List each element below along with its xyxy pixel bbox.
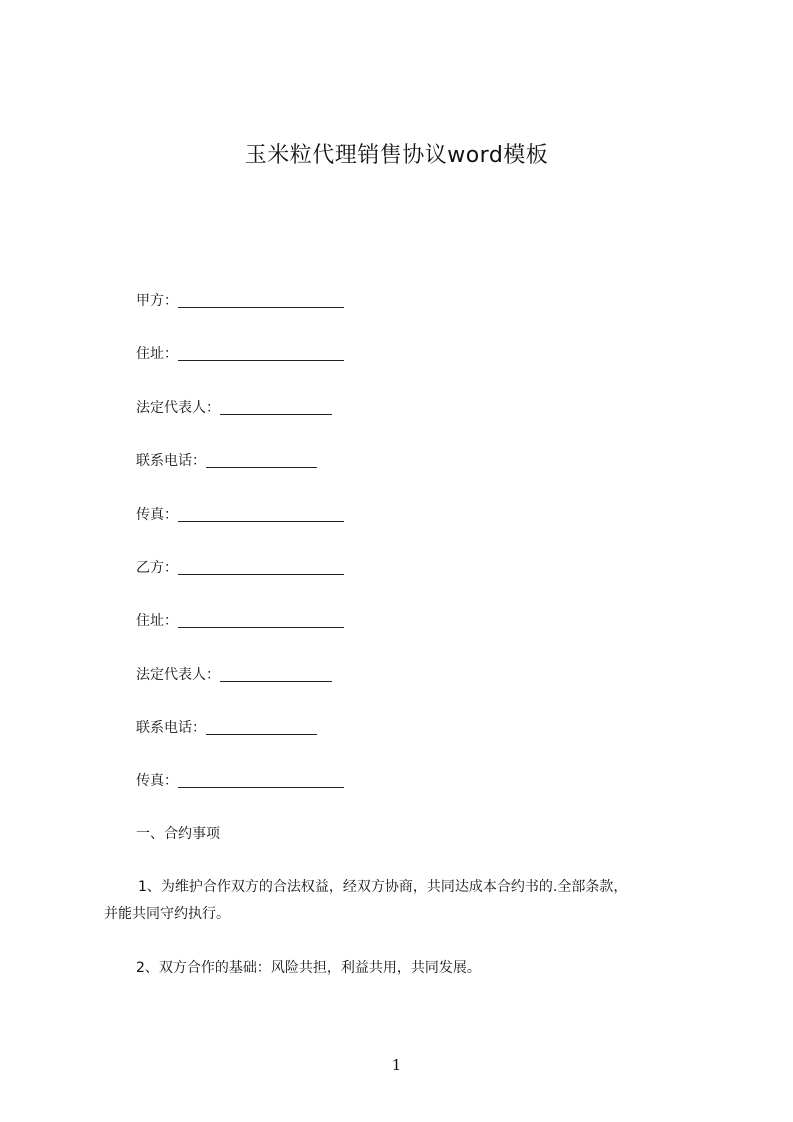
party-a-phone-blank[interactable] <box>206 453 317 468</box>
party-b-fax-blank[interactable] <box>178 773 344 788</box>
party-a-address-field <box>136 344 344 364</box>
party-b-address-field <box>136 611 344 631</box>
party-a-address-label: 住址： <box>136 346 178 362</box>
party-b-phone-label: 联系电话： <box>136 720 206 736</box>
clause-1-line-1: 1、为维护合作双方的合法权益，经双方协商，共同达成本合约书的.全部条款， <box>138 879 628 895</box>
party-a-phone-field <box>136 451 317 471</box>
party-b-address-blank[interactable] <box>178 613 344 628</box>
document-title: 玉米粒代理销售协议word模板 <box>244 143 549 168</box>
party-a-name-label: 甲方： <box>136 293 178 309</box>
party-b-phone-field <box>136 718 317 738</box>
party-a-legal-rep-blank[interactable] <box>220 400 332 415</box>
party-a-fax-blank[interactable] <box>178 507 344 522</box>
party-b-legal-rep-label: 法定代表人： <box>136 667 220 683</box>
party-b-name-field <box>136 558 344 578</box>
party-a-fax-field <box>136 505 344 525</box>
party-b-fax-field <box>136 771 344 791</box>
party-a-address-blank[interactable] <box>178 346 344 361</box>
page-number: 1 <box>391 1056 402 1074</box>
section-heading: 一、合约事项 <box>136 826 220 842</box>
party-b-legal-rep-field <box>136 665 332 685</box>
clause-2: 2、双方合作的基础：风险共担，利益共用，共同发展。 <box>136 960 481 976</box>
party-a-fax-label: 传真： <box>136 507 178 523</box>
party-b-fax-label: 传真： <box>136 773 178 789</box>
clause-1-line-2: 并能共同守约执行。 <box>104 906 230 922</box>
party-a-name-field <box>136 291 344 311</box>
party-a-name-blank[interactable] <box>178 293 344 308</box>
party-b-phone-blank[interactable] <box>206 720 317 735</box>
party-b-legal-rep-blank[interactable] <box>220 667 332 682</box>
party-a-legal-rep-field <box>136 398 332 418</box>
party-b-address-label: 住址： <box>136 613 178 629</box>
party-a-legal-rep-label: 法定代表人： <box>136 400 220 416</box>
party-b-name-label: 乙方： <box>136 560 178 576</box>
party-a-phone-label: 联系电话： <box>136 453 206 469</box>
party-b-name-blank[interactable] <box>178 560 344 575</box>
